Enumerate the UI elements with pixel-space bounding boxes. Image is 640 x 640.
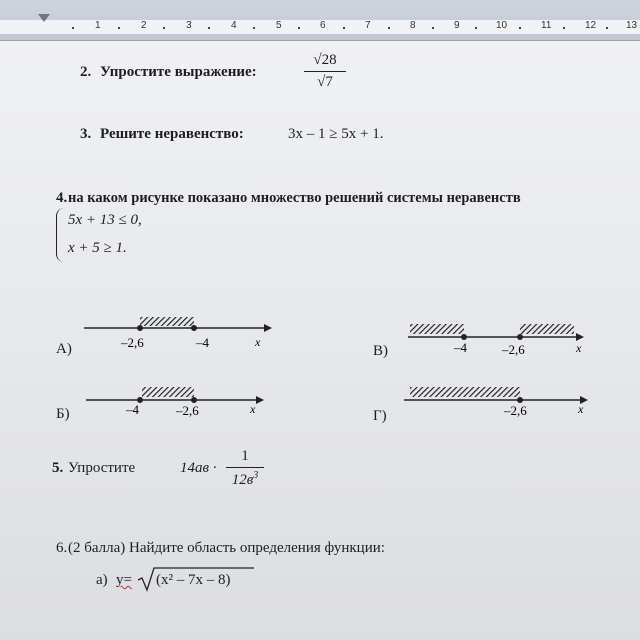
option-v-label[interactable]: В) xyxy=(373,343,388,359)
option-g-number-line[interactable] xyxy=(404,387,588,418)
ruler-number: 12 xyxy=(585,20,597,31)
ruler-number: 6 xyxy=(320,20,326,31)
option-g-axis: x xyxy=(578,402,584,416)
option-a-label[interactable]: А) xyxy=(56,341,72,357)
option-b-axis: x xyxy=(250,402,256,416)
option-a-axis: x xyxy=(255,335,261,349)
task2-text: Упростите выражение: xyxy=(100,64,257,80)
option-v-tick-left: –4 xyxy=(454,340,467,355)
task6-number: 6. xyxy=(56,540,68,556)
task5-exponent: 3 xyxy=(253,470,259,481)
option-g-tick: –2,6 xyxy=(504,403,527,418)
option-g-label[interactable]: Г) xyxy=(373,408,387,424)
task4-text: на каком рисунке показано множество решений системы неравенств xyxy=(68,190,521,206)
ruler-number: 13 xyxy=(626,20,638,31)
option-a-number-line[interactable] xyxy=(84,317,272,350)
option-v-tick-right: –2,6 xyxy=(502,342,525,357)
task5-fraction xyxy=(226,448,264,489)
task2-numerator: √28 xyxy=(313,52,337,68)
task6-function-name: y= xyxy=(116,572,132,588)
task6-part: а) xyxy=(96,572,108,588)
option-b-label[interactable]: Б) xyxy=(56,406,70,422)
task5-text: Упростите xyxy=(68,460,136,476)
ruler-number: 7 xyxy=(365,20,371,31)
task3-text: Решите неравенство: xyxy=(100,126,244,142)
option-v-axis: x xyxy=(576,341,582,355)
ruler-number: 10 xyxy=(496,20,508,31)
ruler-number: 2 xyxy=(141,20,147,31)
ruler-number: 11 xyxy=(541,20,552,31)
option-b-tick-left: –4 xyxy=(126,402,139,417)
option-v-number-line[interactable] xyxy=(408,324,584,357)
ruler-number: 4 xyxy=(231,20,237,31)
task5-denominator: 12в xyxy=(231,472,254,488)
ruler-number: 3 xyxy=(186,20,192,31)
task3-expression: 3x – 1 ≥ 5x + 1. xyxy=(288,126,384,142)
option-b-number-line[interactable] xyxy=(86,387,264,418)
task4-inequality-2: x + 5 ≥ 1. xyxy=(68,240,127,256)
task4-number: 4. xyxy=(56,190,68,206)
task2-denominator: √7 xyxy=(317,74,333,90)
task3-number: 3. xyxy=(80,126,92,142)
task4-inequality-1: 5x + 13 ≤ 0, xyxy=(68,212,142,228)
option-a-tick-left: –2,6 xyxy=(121,335,144,350)
task6-radicand: (x² – 7x – 8) xyxy=(156,572,231,588)
task5-coefficient: 14ав · xyxy=(180,460,217,476)
ruler-number: 1 xyxy=(95,20,101,31)
task6-text: (2 балла) Найдите область определения функции: xyxy=(68,540,385,556)
option-b-tick-right: –2,6 xyxy=(176,403,199,418)
ruler-number: 5 xyxy=(276,20,282,31)
task5-number: 5. xyxy=(52,460,64,476)
task5-numerator: 1 xyxy=(241,448,249,464)
option-a-tick-right: –4 xyxy=(196,335,209,350)
ruler-number: 9 xyxy=(454,20,460,31)
ruler-number: 8 xyxy=(410,20,416,31)
task2-number: 2. xyxy=(80,64,92,80)
